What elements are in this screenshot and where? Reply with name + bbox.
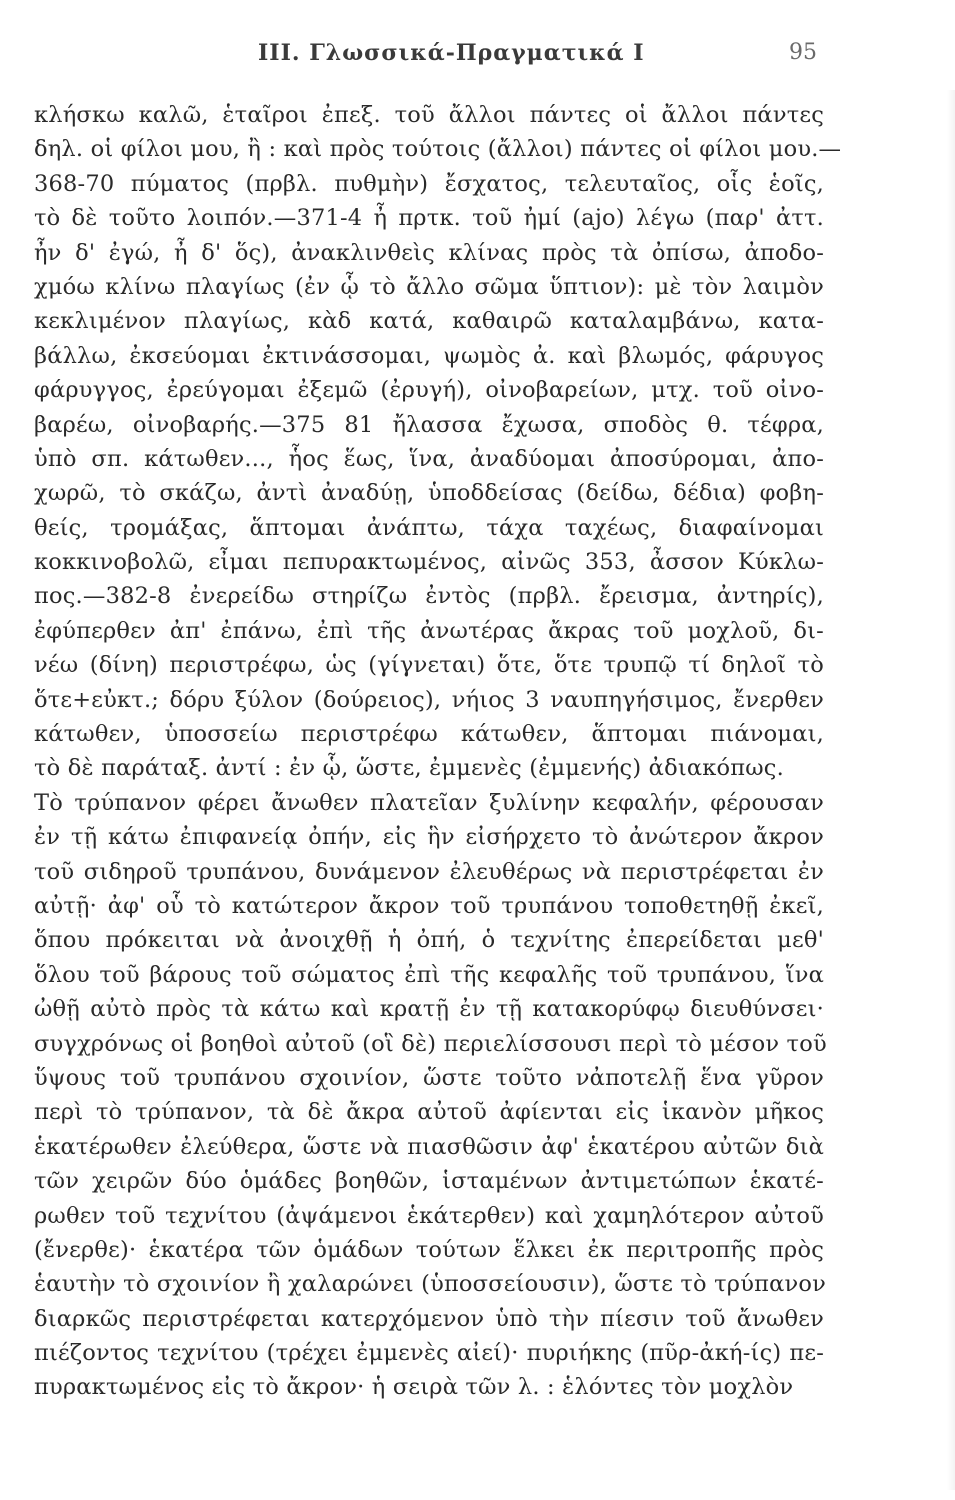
text-line: κοκκινοβολῶ, εἶμαι πεπυρακτωμένος, αἰνῶς 353, ἆσσον Κύκλω- bbox=[34, 549, 824, 576]
text-line: φάρυγγος, ἐρεύγομαι ἐξεμῶ (ἐρυγή), οἰνοβαρείων, μτχ. τοῦ οἰνο- bbox=[34, 377, 824, 404]
page-edge-shadow bbox=[947, 90, 955, 1490]
text-line: βαρέω, οἰνοβαρής.—375 81 ἤλασσα ἔχωσα, σποδὸς θ. τέφρα, bbox=[34, 411, 824, 438]
text-line: περὶ τὸ τρύπανον, τὰ δὲ ἄκρα αὐτοῦ ἀφίενται εἰς ἱκανὸν μῆκος bbox=[34, 1099, 824, 1126]
chapter-title: III. Γλωσσικά-Πραγματικά I bbox=[258, 40, 645, 66]
text-line: τοῦ σιδηροῦ τρυπάνου, δυνάμενον ἐλευθέρως νὰ περιστρέφεται ἐν bbox=[34, 858, 824, 885]
text-line: πιέζοντος τεχνίτου (τρέχει ἐμμενὲς αἰεί)· πυριήκης (πῦρ-ἀκή-ίς) πε- bbox=[34, 1340, 824, 1367]
text-line: ὕψους τοῦ τρυπάνου σχοινίον, ὥστε τοῦτο νἀποτελῇ ἕνα γῦρον bbox=[34, 1064, 824, 1091]
text-line: ρωθεν τοῦ τεχνίτου (ἀψάμενοι ἑκάτερθεν) καὶ χαμηλότερον αὐτοῦ bbox=[34, 1202, 824, 1229]
text-line: πος.—382-8 ἐνερείδω στηρίζω ἐντὸς (πρβλ. ἔρεισμα, ἀντηρίς), bbox=[34, 583, 824, 610]
text-line: ὑπὸ σπ. κάτωθεν..., ἧος ἕως, ἵνα, ἀναδύομαι ἀποσύρομαι, ἀπο- bbox=[34, 445, 824, 472]
text-line: αὐτῇ· ἀφ' οὗ τὸ κατώτερον ἄκρον τοῦ τρυπάνου τοποθετηθῇ ἐκεῖ, bbox=[34, 892, 824, 919]
text-line: διαρκῶς περιστρέφεται κατερχόμενον ὑπὸ τὴν πίεσιν τοῦ ἄνωθεν bbox=[34, 1305, 824, 1332]
text-line: ἑκατέρωθεν ἐλεύθερα, ὥστε νὰ πιασθῶσιν ἀφ' ἑκατέρου αὐτῶν διὰ bbox=[34, 1133, 824, 1160]
text-line: πυρακτωμένος εἰς τὸ ἄκρον· ἡ σειρὰ τῶν λ. : ἑλόντες τὸν μοχλὸν bbox=[34, 1374, 794, 1401]
text-line: βάλλω, ἐκσεύομαι ἐκτινάσσομαι, ψωμὸς ἀ. καὶ βλωμός, φάρυγος bbox=[34, 342, 824, 369]
text-line: Τὸ τρύπανον φέρει ἄνωθεν πλατεῖαν ξυλίνην κεφαλήν, φέρουσαν bbox=[34, 789, 824, 816]
text-line: ὅτε+εὐκτ.; δόρυ ξύλον (δούρειος), νήιος 3 ναυπηγήσιμος, ἔνερθεν bbox=[34, 686, 824, 713]
text-line: ἦν δ' ἐγώ, ἦ δ' ὅς), ἀνακλινθεὶς κλίνας πρὸς τὰ ὀπίσω, ἀποδο- bbox=[34, 239, 824, 266]
text-line: δηλ. οἱ φίλοι μου, ἢ : καὶ πρὸς τούτοις (ἄλλοι) πάντες οἱ φίλοι μου.— bbox=[34, 136, 842, 163]
text-line: χμόω κλίνω πλαγίως (ἐν ᾧ τὸ ἄλλο σῶμα ὕπτιον): μὲ τὸν λαιμὸν bbox=[34, 273, 824, 300]
text-line: ὅλου τοῦ βάρους τοῦ σώματος ἐπὶ τῆς κεφαλῆς τοῦ τρυπάνου, ἵνα bbox=[34, 961, 824, 988]
running-header bbox=[258, 40, 817, 74]
text-line: θείς, τρομάξας, ἅπτομαι ἀνάπτω, τάχα ταχέως, διαφαίνομαι bbox=[34, 514, 824, 541]
text-line: (ἔνερθε)· ἑκατέρα τῶν ὁμάδων τούτων ἕλκει ἐκ περιτροπῆς πρὸς bbox=[34, 1236, 824, 1263]
text-line: κλήσκω καλῶ, ἑταῖροι ἐπεξ. τοῦ ἄλλοι πάντες οἱ ἄλλοι πάντες bbox=[34, 102, 824, 128]
text-line: τὸ δὲ παράταξ. ἀντί : ἐν ᾧ, ὥστε, ἐμμενὲς (ἐμμενής) ἀδιακόπως. bbox=[34, 755, 784, 782]
text-line: ἑαυτὴν τὸ σχοινίον ἢ χαλαρώνει (ὑποσσείουσιν), ὥστε τὸ τρύπανον bbox=[34, 1271, 826, 1298]
text-line: χωρῶ, τὸ σκάζω, ἀντὶ ἀναδύῃ, ὑποδδείσας (δείδω, δέδια) φοβη- bbox=[34, 480, 824, 507]
text-line: νέω (δίνη) περιστρέφω, ὡς (γίγνεται) ὅτε, ὅτε τρυπῷ τί δηλοῖ τὸ bbox=[34, 652, 824, 679]
text-line: ἐφύπερθεν ἀπ' ἐπάνω, ἐπὶ τῆς ἀνωτέρας ἄκρας τοῦ μοχλοῦ, δι- bbox=[34, 617, 824, 644]
text-line: ὅπου πρόκειται νὰ ἀνοιχθῇ ἡ ὀπή, ὁ τεχνίτης ἐπερείδεται μεθ' bbox=[34, 927, 824, 954]
text-line: τῶν χειρῶν δύο ὁμάδες βοηθῶν, ἱσταμένων ἀντιμετώπων ἑκατέ- bbox=[34, 1168, 824, 1195]
text-line: ὠθῇ αὐτὸ πρὸς τὰ κάτω καὶ κρατῇ ἐν τῇ κατακορύφῳ διευθύνσει· bbox=[34, 996, 824, 1023]
text-line: τὸ δὲ τοῦτο λοιπόν.—371-4 ἦ πρτκ. τοῦ ἠμί (ajo) λέγω (παρ' ἀττ. bbox=[34, 205, 824, 232]
page-number: 95 bbox=[789, 40, 817, 65]
text-line: κεκλιμένον πλαγίως, κὰδ κατά, καθαιρῶ καταλαμβάνω, κατα- bbox=[34, 308, 824, 335]
text-line: κάτωθεν, ὑποσσείω περιστρέφω κάτωθεν, ἅπτομαι πιάνομαι, bbox=[34, 721, 824, 748]
text-line: συγχρόνως οἱ βοηθοὶ αὐτοῦ (οἳ δὲ) περιελίσσουσι περὶ τὸ μέσον τοῦ bbox=[34, 1030, 827, 1057]
commentary-text bbox=[34, 98, 842, 1405]
text-line: ἐν τῇ κάτω ἐπιφανείᾳ ὀπήν, εἰς ἣν εἰσήρχετο τὸ ἀνώτερον ἄκρον bbox=[34, 824, 824, 851]
text-line: 368-70 πύματος (πρβλ. πυθμὴν) ἔσχατος, τελευταῖος, οἷς ἑοῖς, bbox=[34, 170, 824, 197]
